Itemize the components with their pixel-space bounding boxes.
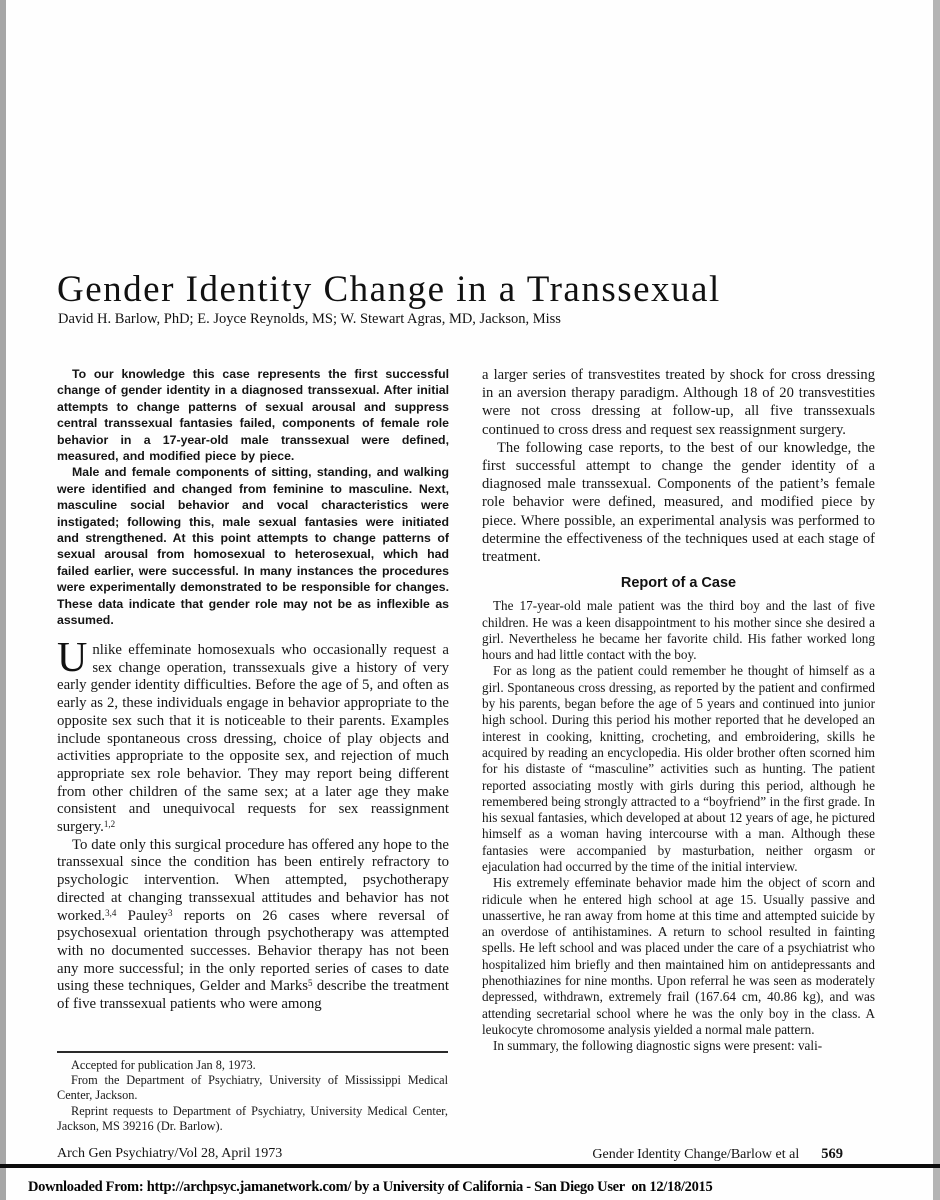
case-paragraph-2: For as long as the patient could remember he thought of himself as a girl. Spontaneous cross dressing, as reported by the patient and confirmed by his parents, began before the age of 5 years and continued into junior high school. During this period his mother reported that he developed an interest in cooking, knitting, crocheting, and embroidering, skills he acquired by reading an encyclopedia. His older brother often scorned him for his distaste of “masculine” activities such as hunting. The patient reported associating mostly with girls during this period, although he remembered being strongly attracted to a “boyfriend” in the first grade. In his sexual fantasies, which developed at about 12 years of age, he pictured himself as a woman having intercourse with a man. Although these fantasies were accompanied by masturbation, neither orgasm or ejaculation had occurred by the time of the initial interview. <box>482 663 875 874</box>
abstract <box>57 366 449 629</box>
introduction-left <box>57 635 449 1014</box>
introduction-right <box>482 366 875 566</box>
intro-paragraph-1 <box>57 635 449 837</box>
reference-superscript: 3,4 <box>105 907 117 918</box>
journal-citation: Arch Gen Psychiatry/Vol 28, April 1973 <box>57 1146 283 1161</box>
abstract-paragraph-2: Male and female components of sitting, standing, and walking were identified and changed from feminine to masculine. Next, masculine social behavior and vocal characteristics were instigated; following this, male sexual fantasies were initiated and strengthened. At this point attempts to change patterns of sexual arousal from homosexual to heterosexual, which had failed earlier, were successful. In many instances the procedures were experimentally demonstrated to be responsible for changes. These data indicate that gender role may not be as inflexible as assumed. <box>57 465 449 628</box>
author-footnotes <box>57 1051 448 1134</box>
scan-bottom-rule <box>0 1164 940 1168</box>
intro-paragraph-2-text: Pauley <box>116 907 168 924</box>
download-provenance-text: Downloaded From: http://archpsyc.jamanetwork.com/ by a University of California - San Diego User on 12/18/2015 <box>28 1179 713 1195</box>
scan-edge-left <box>0 0 6 1200</box>
intro-paragraph-2-text: To date only this surgical procedure has offered any hope to the transsexual since the condition has been entirely refractory to psychologic intervention. When attempted, psychotherapy directed at changing transsexual attitudes and behavior has not worked. <box>57 836 449 924</box>
reference-superscript: 5 <box>307 978 313 989</box>
article-title: Gender Identity Change in a Transsexual <box>57 268 721 310</box>
case-report-text <box>482 598 875 1054</box>
case-paragraph-4: In summary, the following diagnostic signs were present: vali- <box>493 1038 823 1054</box>
intro-paragraph-2-continued: a larger series of transvestites treated by shock for cross dressing in an aversion therapy paradigm. Although 18 of 20 transvestities were not cross dressing at follow-up, all five transsexuals continued to cross dress and request sex reassignment surgery. <box>482 367 875 438</box>
intro-paragraph-2 <box>57 837 449 1014</box>
case-paragraph-3: His extremely effeminate behavior made him the object of scorn and ridicule when he entered high school at age 15. Usually passive and unassertive, he ran away from home at this time and attempted suicide by an overdose of antihistamines. A return to school resulted in fainting spells. He left school and was placed under the care of a psychiatrist who hospitalized him briefly and then maintained him on antidepressants and phenothiazines for nine months. Upon referral he was seen as moderately depressed, withdrawn, extremely frail (167.64 cm, 40.86 kg), and was attending secretarial school where he was the only boy in the class. A leukocyte chromosome analysis yielded a normal male pattern. <box>482 875 875 1037</box>
intro-paragraph-2-text: reports on 26 cases where reversal of psychosexual orientation through psychotherapy was attempted with no documented successes. Behavior therapy has not been any more successful; in the only reported series of cases to date using these techniques, Gelder and Marks <box>57 907 449 995</box>
right-column <box>482 366 875 1055</box>
abstract-paragraph-1: To our knowledge this case represents the first successful change of gender identity in a diagnosed transsexual. After initial attempts to change patterns of sexual arousal and suppress central transsexual fantasies failed, components of female role behavior in a 17-year-old male transsexual were defined, measured, and modified piece by piece. <box>57 367 449 464</box>
intro-paragraph-1-text: nlike effeminate homosexuals who occasionally request a sex change operation, transsexuals give a history of very early gender identity difficulties. Before the age of 5, and often as early as 2, these individuals engage in behavior appropriate to the opposite sex such that it is noticeable to their parents. Examples include spontaneous cross dressing, choice of play objects and activities appropriate to the opposite sex, and rejection of much appropriate sex role behavior. They may report being different from other children of the same sex; at a later age they make consistent and unequivocal requests for sex reassignment surgery. <box>57 642 449 836</box>
footnote-affiliation: From the Department of Psychiatry, University of Mississippi Medical Center, Jackson. <box>57 1073 448 1103</box>
article-byline: David H. Barlow, PhD; E. Joyce Reynolds, MS; W. Stewart Agras, MD, Jackson, Miss <box>58 311 561 327</box>
case-paragraph-1: The 17-year-old male patient was the third boy and the last of five children. He was a keen disappointment to his mother since she desired a girl. Nevertheless he became her favorite child. His father worked long hours and had little contact with the boy. <box>482 598 875 663</box>
running-title: Gender Identity Change/Barlow et al <box>592 1147 800 1162</box>
dropcap-letter: U <box>57 635 88 681</box>
reference-superscript: 3 <box>167 907 173 918</box>
footnote-accepted: Accepted for publication Jan 8, 1973. <box>71 1058 256 1072</box>
page-number: 569 <box>821 1146 843 1162</box>
intro-paragraph-3: The following case reports, to the best of our knowledge, the first successful attempt to change the gender identity of a diagnosed male transsexual. Components of the patient’s female role behavior were defined, measured, and modified piece by piece. Where possible, an experimental analysis was performed to determine the effectiveness of the techniques used at each stage of treatment. <box>482 439 875 566</box>
section-heading-report-of-a-case: Report of a Case <box>620 575 737 592</box>
intro-paragraph-2-text: describe the treatment of five transsexual patients who were among <box>57 978 449 1013</box>
reference-superscript: 1,2 <box>103 819 116 830</box>
scan-edge-right <box>933 0 940 1200</box>
running-head <box>592 1146 843 1163</box>
footnote-reprints: Reprint requests to Department of Psychiatry, University Medical Center, Jackson, MS 39216 (Dr. Barlow). <box>57 1103 448 1133</box>
